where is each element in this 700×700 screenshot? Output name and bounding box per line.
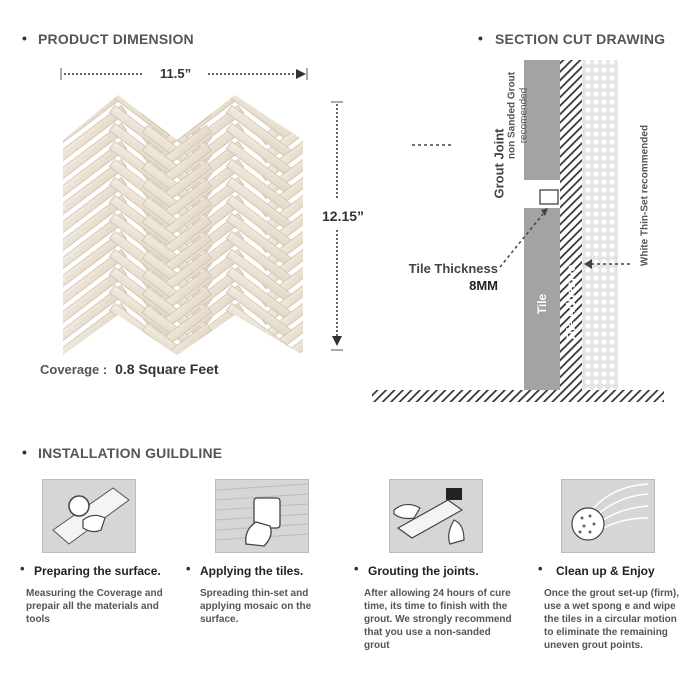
step-4-title: Clean up & Enjoy xyxy=(556,564,655,578)
mosaic-strip xyxy=(174,357,243,360)
grout-note-line1: non Sanded Grout xyxy=(506,71,518,160)
mosaic-strip xyxy=(142,359,211,360)
height-label: 12.15” xyxy=(322,208,365,224)
step-1-title: Preparing the surface. xyxy=(34,564,161,578)
bullet-dot: • xyxy=(20,561,25,576)
grout-note-line2: recomended xyxy=(518,87,530,144)
step-2-desc: Spreading thin-set and applying mosaic on the surface. xyxy=(200,588,312,625)
herringbone-mosaic-image xyxy=(55,85,310,360)
bullet-dot: • xyxy=(354,561,359,576)
grout-joint-box xyxy=(540,190,558,204)
tile-thickness-value: 8MM xyxy=(469,278,498,293)
tile-label: Tile xyxy=(535,293,549,315)
tape-measure-icon xyxy=(42,479,136,553)
grout-labels-wrap xyxy=(474,60,530,200)
product-dimension-title: PRODUCT DIMENSION xyxy=(38,31,194,47)
step-1-desc: Measuring the Coverage and prepair all the materials and tools xyxy=(26,588,163,625)
bullet-dot: • xyxy=(186,561,191,576)
installation-title: INSTALLATION GUILDLINE xyxy=(38,445,223,461)
step-2-title: Applying the tiles. xyxy=(200,564,304,578)
section-cut-title: SECTION CUT DRAWING xyxy=(495,31,666,47)
mosaic-strip xyxy=(226,357,295,360)
coverage-label: Coverage : xyxy=(40,362,108,377)
mosaic-strip xyxy=(142,359,211,360)
coverage-row xyxy=(40,361,219,377)
bullet-dot: • xyxy=(22,444,27,460)
bullet-dot: • xyxy=(22,30,27,46)
bullet-dot: • xyxy=(538,561,543,576)
grout-joint-label: Grout Joint xyxy=(491,128,507,199)
sponge-icon xyxy=(561,479,655,553)
floor-slab xyxy=(372,390,664,402)
height-dimension-line xyxy=(326,100,348,358)
thinset-layer xyxy=(582,60,618,390)
mosaic-strip xyxy=(109,357,178,360)
adhesive-label: Tile Adhesive xyxy=(564,264,578,342)
width-label: 11.5” xyxy=(160,66,192,81)
mosaic-strip xyxy=(57,357,126,360)
mosaic-strip xyxy=(260,359,310,360)
step-3-title: Grouting the joints. xyxy=(368,564,479,578)
grout-float-icon xyxy=(389,479,483,553)
coverage-value: 0.8 Square Feet xyxy=(115,361,219,377)
step-4-desc: Once the grout set-up (firm), use a wet spong e and wipe the tiles in a circular motion to eliminate the remaining uneven grout points. xyxy=(544,588,679,651)
bullet-dot: • xyxy=(478,30,483,46)
thinset-note: White Thin-Set recommended xyxy=(639,124,651,267)
tile-thickness-label: Tile Thickness xyxy=(408,261,498,276)
trowel-icon xyxy=(215,479,309,553)
step-3-desc: After allowing 24 hours of cure time, its time to finish with the grout. We strongly recommend that you use a non-sanded grout xyxy=(364,588,512,651)
